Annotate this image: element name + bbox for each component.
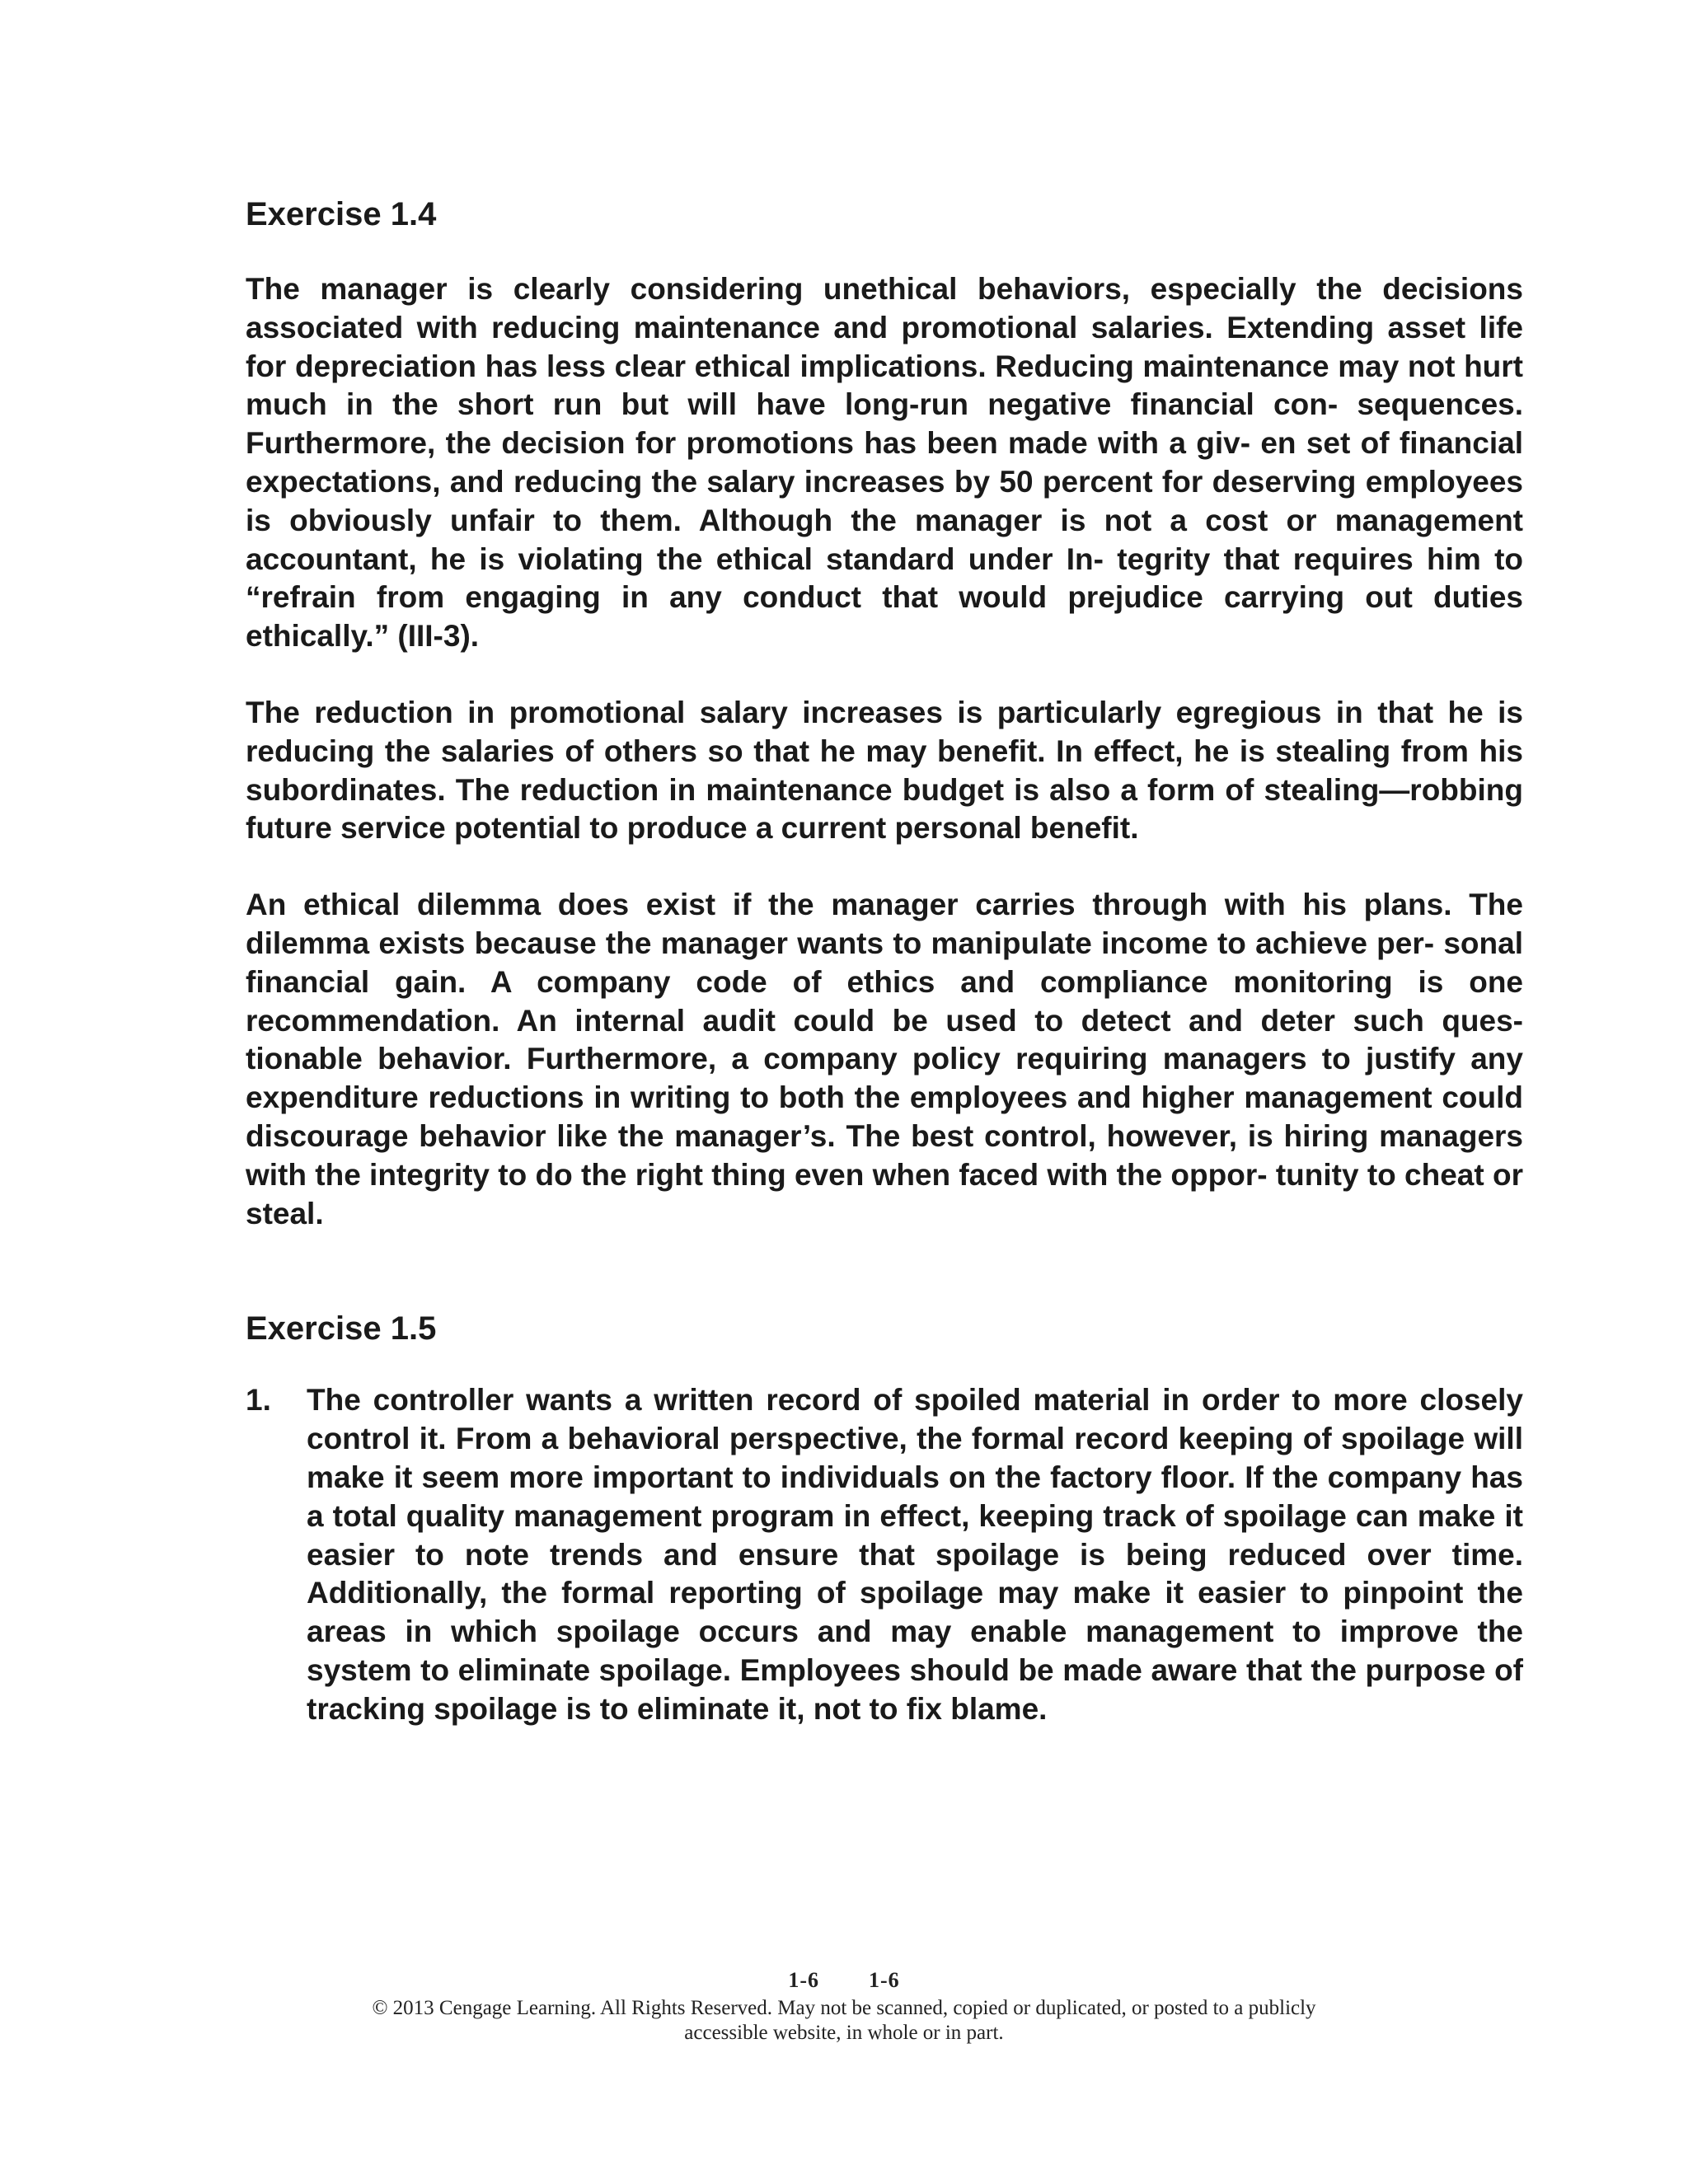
copyright-notice <box>0 1996 1688 2046</box>
list-item-text: The controller wants a written record of spoiled material in order to more closely control it. From a behavioral perspective, the formal record keeping of spoilage will make it seem more important to individuals on the factory floor. If the company has a total quality management program in effect, keeping track of spoilage can make it easier to note trends and ensure that spoilage is being reduced over time. Additionally, the formal reporting of spoilage may make it easier to pinpoint the areas in which spoilage occurs and may enable management to improve the system to eliminate spoilage. Employees should be made aware that the purpose of tracking spoilage is to eliminate it, not to fix blame. <box>307 1383 1523 1726</box>
exercise-1-5-list-item <box>246 1381 1523 1728</box>
exercise-1-4-paragraph-3: An ethical dilemma does exist if the manager carries through with his plans. The dilemma exists because the manager wants to manipulate income to achieve per- sonal financial gain. A company code of ethics and compliance monitoring is one recommendation. An internal audit could be used to detect and deter such ques- tionable behavior. Furthermore, a company policy requiring managers to justify any expenditure reductions in writing to both the employees and higher management could discourage behavior like the manager’s. The best control, however, is hiring managers with the integrity to do the right thing even when faced with the oppor- tunity to cheat or steal. <box>246 888 1523 1230</box>
exercise-1-5-heading: Exercise 1.5 <box>246 1310 437 1347</box>
page-footer <box>0 1968 1688 2046</box>
copyright-line-1: © 2013 Cengage Learning. All Rights Reserved. May not be scanned, copied or duplicated, or posted to a publicly <box>372 1997 1316 2019</box>
exercise-1-4-heading: Exercise 1.4 <box>246 196 437 232</box>
page-number-a: 1-6 <box>788 1968 819 1992</box>
list-item-number: 1. <box>246 1383 271 1418</box>
exercise-1-4-paragraph-1: The manager is clearly considering unethical behaviors, especially the decisions associated with reducing maintenance and promotional salaries. Extending asset life for depreciation has less clear ethical implications. Reducing maintenance may not hurt much in the short run but will have long-run negative financial con- sequences. Furthermore, the decision for promotions has been made with a giv- en set of financial expectations, and reducing the salary increases by 50 percent for deserving employees is obviously unfair to them. Although the manager is not a cost or management accountant, he is violating the ethical standard under In- tegrity that requires him to “refrain from engaging in any conduct that would prejudice carrying out duties ethically.” (III-3). <box>246 272 1523 654</box>
page-content <box>246 186 1523 1729</box>
copyright-line-2: accessible website, in whole or in part. <box>684 2022 1004 2044</box>
page-number <box>0 1968 1688 1993</box>
exercise-1-4-paragraph-2: The reduction in promotional salary increases is particularly egregious in that he is reducing the salaries of others so that he may benefit. In effect, he is stealing from his subordinates. The reduction in maintenance budget is also a form of stealing—robbing future service potential to produce a current personal benefit. <box>246 695 1523 846</box>
page-number-b: 1-6 <box>869 1968 900 1992</box>
